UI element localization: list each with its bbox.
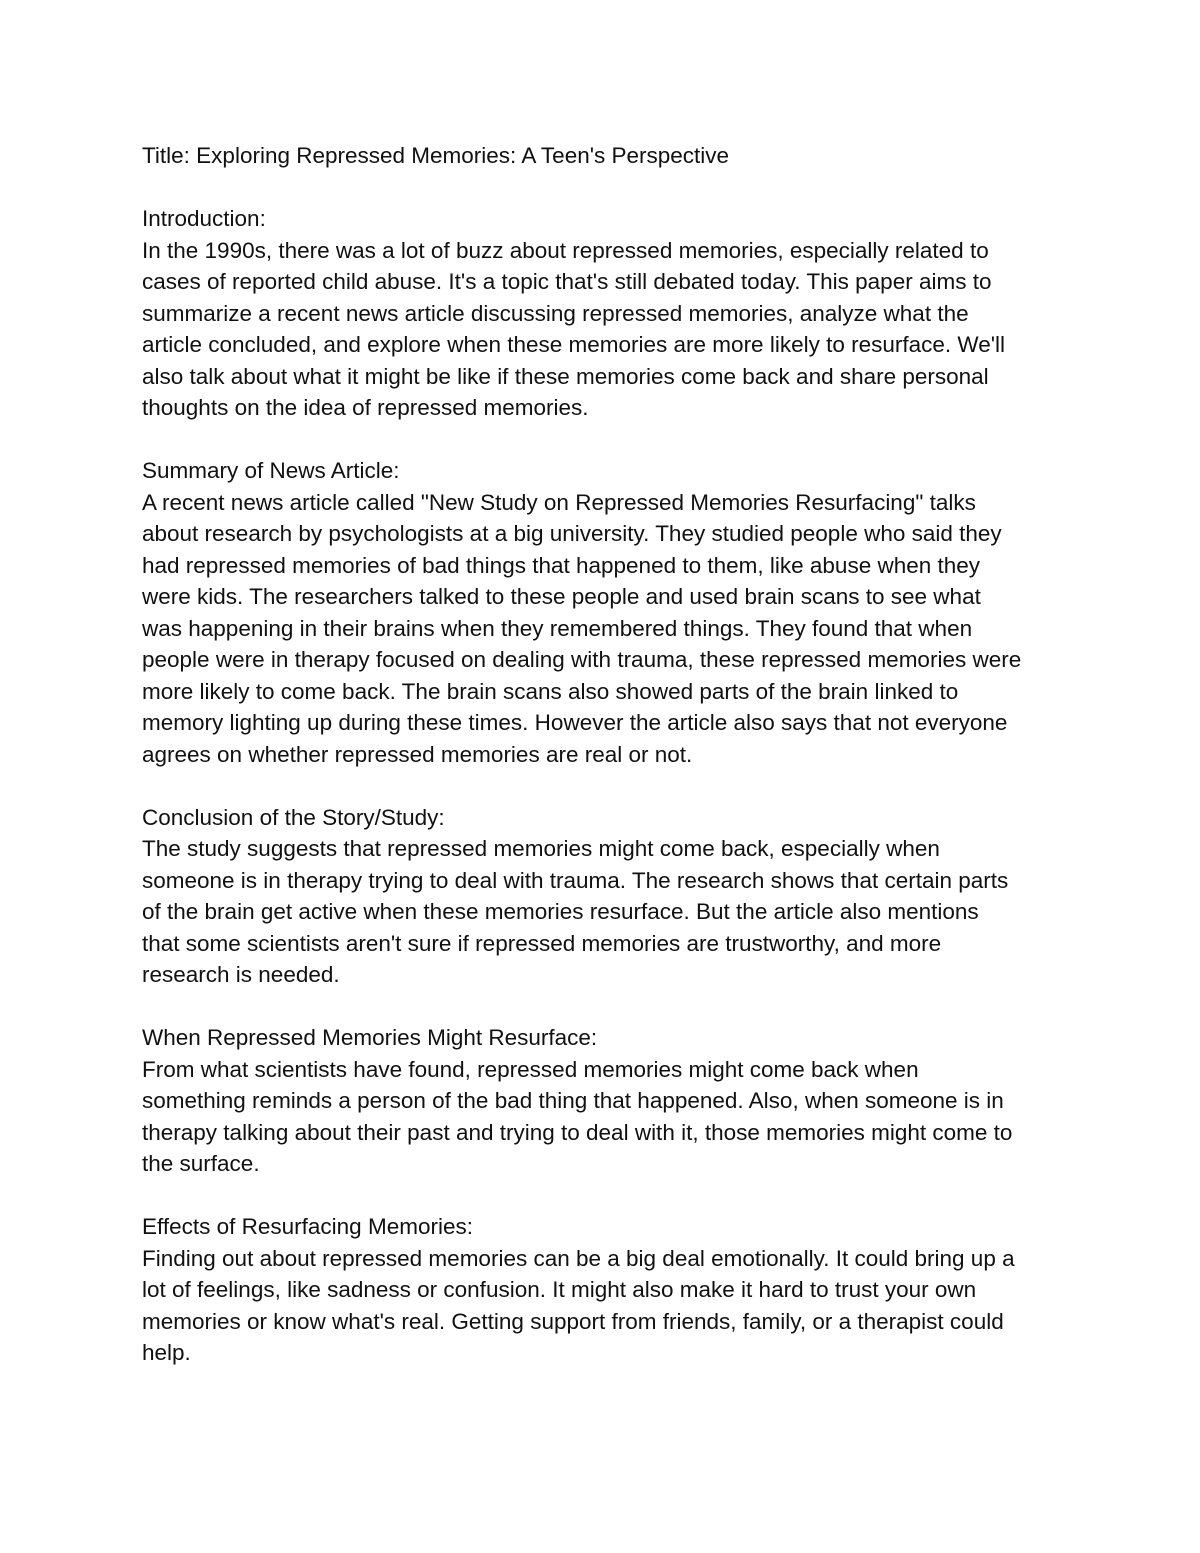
- paragraph-line: thoughts on the idea of repressed memories.: [142, 395, 589, 420]
- document-title: Title: Exploring Repressed Memories: A Teen's Perspective: [142, 143, 730, 168]
- paragraph-line: summarize a recent news article discussing repressed memories, analyze what the: [142, 300, 969, 326]
- section-resurface: [142, 1022, 1072, 1180]
- paragraph-line: memory lighting up during these times. However the article also says that not everyone: [142, 710, 1008, 735]
- paragraph-line: A recent news article called "New Study on Repressed Memories Resurfacing" talks: [142, 489, 976, 515]
- section-heading: Introduction:: [142, 206, 266, 231]
- section-heading: Summary of News Article:: [142, 458, 400, 483]
- paragraph-line: were kids. The researchers talked to these people and used brain scans to see what: [142, 584, 981, 609]
- section-heading: Effects of Resurfacing Memories:: [142, 1214, 473, 1239]
- paragraph-line: had repressed memories of bad things that happened to them, like abuse when they: [142, 552, 981, 578]
- paragraph-line: of the brain get active when these memories resurface. But the article also mentions: [142, 899, 979, 924]
- paragraph-line: the surface.: [142, 1151, 260, 1176]
- section-heading: Conclusion of the Story/Study:: [142, 804, 445, 830]
- paragraph-line: about research by psychologists at a big university. They studied people who said they: [142, 521, 1002, 546]
- paragraph-line: something reminds a person of the bad thing that happened. Also, when someone is in: [142, 1088, 1004, 1113]
- paragraph-line: In the 1990s, there was a lot of buzz about repressed memories, especially related to: [142, 237, 989, 263]
- paragraph-line: help.: [142, 1340, 191, 1365]
- paragraph-line: cases of reported child abuse. It's a topic that's still debated today. This paper aims to: [142, 269, 992, 294]
- paragraph-line: Finding out about repressed memories can be a big deal emotionally. It could bring up a: [142, 1245, 1015, 1271]
- paragraph-line: was happening in their brains when they remembered things. They found that when: [142, 615, 973, 641]
- section-introduction: [142, 203, 1072, 424]
- paragraph-line: agrees on whether repressed memories are real or not.: [142, 741, 693, 767]
- section-heading: When Repressed Memories Might Resurface:: [142, 1025, 598, 1050]
- paragraph-line: From what scientists have found, repressed memories might come back when: [142, 1056, 919, 1082]
- document-body: [142, 140, 1072, 1369]
- paragraph-line: article concluded, and explore when these memories are more likely to resurface. We'll: [142, 332, 1006, 357]
- paragraph-line: also talk about what it might be like if these memories come back and share personal: [142, 363, 989, 389]
- paragraph-line: lot of feelings, like sadness or confusion. It might also make it hard to trust your own: [142, 1277, 977, 1302]
- section-effects: [142, 1211, 1072, 1369]
- paragraph-line: that some scientists aren't sure if repressed memories are trustworthy, and more: [142, 930, 942, 956]
- paragraph-line: research is needed.: [142, 962, 340, 987]
- paragraph-line: The study suggests that repressed memories might come back, especially when: [142, 836, 940, 861]
- section-conclusion: [142, 802, 1072, 991]
- paragraph-line: more likely to come back. The brain scans also showed parts of the brain linked to: [142, 678, 959, 704]
- paragraph-line: memories or know what's real. Getting support from friends, family, or a therapist could: [142, 1308, 1004, 1334]
- paragraph-line: therapy talking about their past and trying to deal with it, those memories might come to: [142, 1119, 1013, 1145]
- paragraph-line: someone is in therapy trying to deal with trauma. The research shows that certain parts: [142, 867, 1009, 893]
- section-summary: [142, 455, 1072, 770]
- paragraph-line: people were in therapy focused on dealing with trauma, these repressed memories were: [142, 647, 1022, 672]
